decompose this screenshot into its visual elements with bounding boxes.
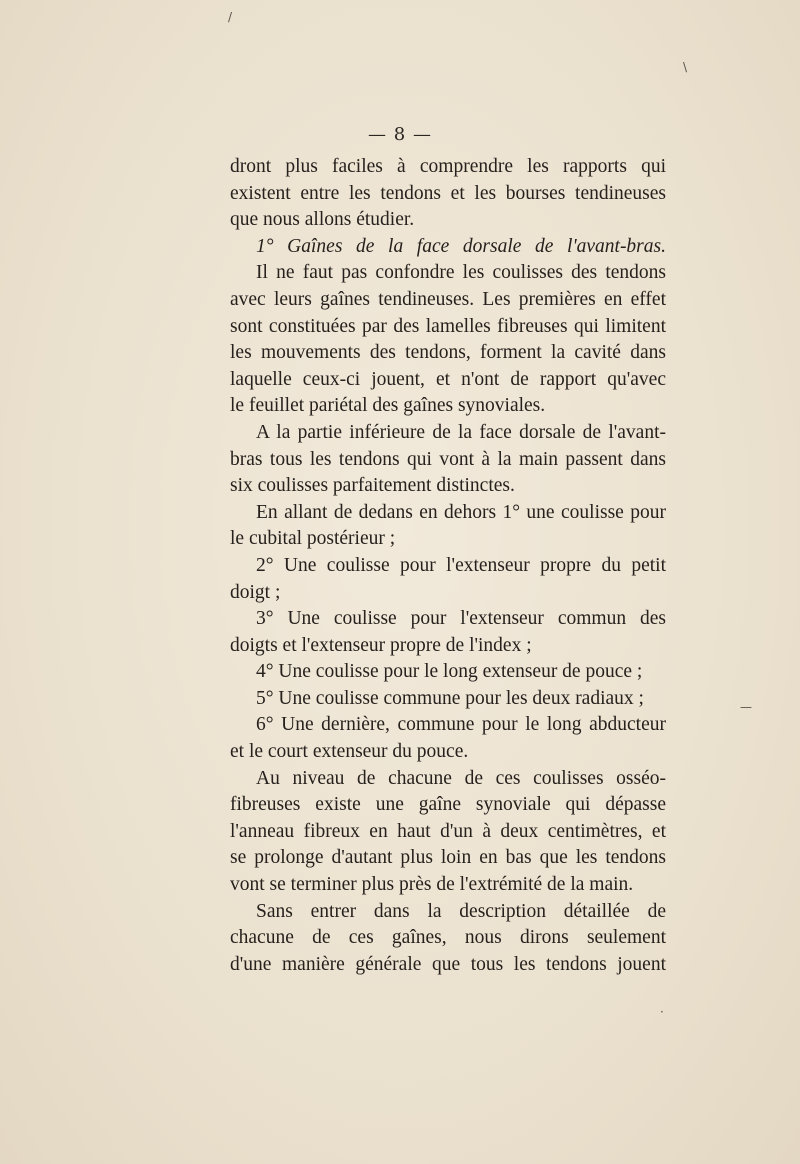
text-line: dront plus faciles à comprendre les rapports qui bbox=[230, 156, 666, 177]
text-line: vont se terminer plus près de l'extrémité de la main. bbox=[230, 874, 634, 896]
text-line: 6° Une dernière, commune pour le long abducteur bbox=[256, 714, 666, 736]
text-line: le cubital postérieur ; bbox=[230, 528, 396, 550]
text-line: avec leurs gaînes tendineuses. Les premières en effet bbox=[230, 288, 666, 310]
text-line: En allant de dedans en dehors 1° une coulisse pour bbox=[256, 501, 666, 523]
text-line: que nous allons étudier. bbox=[230, 209, 415, 231]
text-line: laquelle ceux-ci jouent, et n'ont de rapport qu'avec bbox=[230, 368, 666, 390]
text-line: doigts et l'extenseur propre de l'index ; bbox=[230, 634, 532, 656]
margin-mark: — bbox=[740, 700, 752, 714]
text-line: 4° Une coulisse pour le long extenseur de pouce ; bbox=[256, 661, 643, 683]
text-line: existent entre les tendons et les bourses tendineuses bbox=[230, 182, 666, 204]
text-line: 5° Une coulisse commune pour les deux radiaux ; bbox=[256, 687, 644, 709]
text-line: Sans entrer dans la description détaillée de bbox=[256, 900, 666, 922]
text-line: sont constituées par des lamelles fibreuses qui limitent bbox=[230, 315, 666, 337]
body-text bbox=[230, 154, 666, 978]
text-line: Il ne faut pas confondre les coulisses des tendons bbox=[256, 262, 666, 284]
text-line: doigt ; bbox=[230, 581, 281, 603]
text-line: le feuillet pariétal des gaînes synoviales. bbox=[230, 395, 546, 417]
margin-mark: · bbox=[660, 1005, 664, 1019]
text-line: les mouvements des tendons, forment la cavité dans bbox=[230, 342, 666, 364]
text-line: 1° Gaînes de la face dorsale de l'avant-bras. bbox=[256, 235, 666, 257]
text-line: A la partie inférieure de la face dorsale de l'avant- bbox=[256, 421, 666, 443]
text-line: 2° Une coulisse pour l'extenseur propre du petit bbox=[256, 554, 666, 576]
text-line: se prolonge d'autant plus loin en bas que les tendons bbox=[230, 847, 666, 869]
text-line: bras tous les tendons qui vont à la main passent dans bbox=[230, 448, 666, 470]
page-number: — 8 — bbox=[368, 124, 432, 145]
margin-mark: \ bbox=[683, 60, 688, 74]
text-line: d'une manière générale que tous les tendons jouent bbox=[230, 953, 666, 975]
text-line: six coulisses parfaitement distinctes. bbox=[230, 475, 515, 497]
text-line: fibreuses existe une gaîne synoviale qui dépasse bbox=[230, 794, 666, 816]
margin-mark: / bbox=[228, 10, 233, 24]
text-line: l'anneau fibreux en haut d'un à deux centimètres, et bbox=[230, 820, 666, 842]
text-line: et le court extenseur du pouce. bbox=[230, 741, 469, 763]
text-line: 3° Une coulisse pour l'extenseur commun des bbox=[256, 608, 666, 630]
text-line: Au niveau de chacune de ces coulisses osséo- bbox=[256, 767, 666, 789]
text-line: chacune de ces gaînes, nous dirons seulement bbox=[230, 927, 666, 949]
